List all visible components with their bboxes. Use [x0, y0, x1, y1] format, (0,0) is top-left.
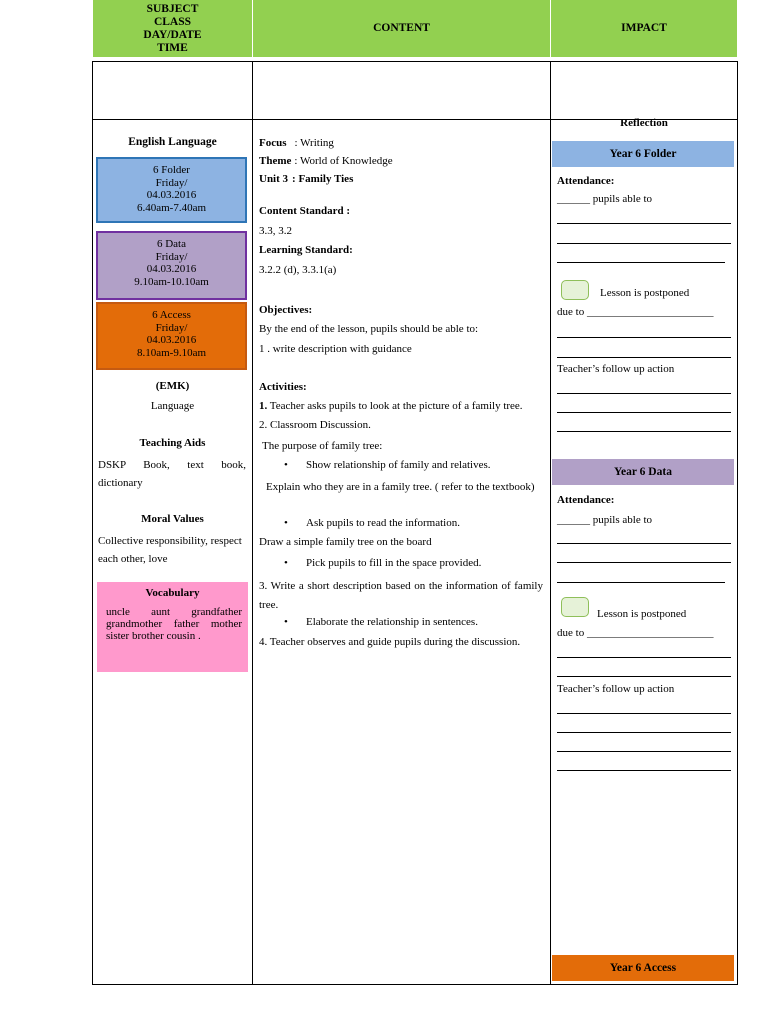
class-date: 04.03.2016: [146, 334, 197, 346]
writing-line: [557, 262, 725, 263]
writing-line: [557, 713, 731, 714]
activity-2f: • Pick pupils to fill in the space provided.: [306, 557, 481, 569]
vocabulary-box: [97, 582, 248, 672]
header-impact: IMPACT: [551, 0, 737, 57]
writing-line: [557, 543, 731, 544]
activity-2: 2. Classroom Discussion.: [259, 419, 371, 431]
objective-1: 1 . write description with guidance: [259, 343, 412, 355]
activity-1: [259, 400, 523, 412]
class-name: 6 Data: [156, 238, 186, 250]
header-subject: SUBJECT: [146, 2, 199, 15]
postponed-checkbox[interactable]: [561, 280, 589, 300]
class-date: 04.03.2016: [146, 189, 197, 201]
activity-2c: Explain who they are in a family tree. ( refer to the textbook): [266, 481, 535, 493]
follow-up-text: Teacher’s follow up action: [557, 683, 675, 695]
class-time: 8.10am-9.10am: [136, 346, 207, 359]
attendance-text: ______ pupils able to: [557, 514, 653, 526]
writing-line: [557, 393, 731, 394]
vocabulary-words: uncle aunt grandfather grandmother father mother sister brother cousin .: [106, 606, 242, 642]
content-standard-label: Content Standard :: [259, 205, 351, 217]
activity-1-text: Teacher asks pupils to look at the picture of a family tree.: [267, 400, 523, 412]
emk-value: Language: [150, 400, 195, 412]
objectives-intro: By the end of the lesson, pupils should be able to:: [259, 323, 479, 335]
writing-line: [557, 337, 731, 338]
writing-line: [557, 770, 731, 771]
class-time: 9.10am-10.10am: [134, 275, 209, 288]
class-day: Friday/: [155, 176, 188, 189]
writing-line: [557, 657, 731, 658]
writing-line: [557, 582, 725, 583]
writing-line: [557, 412, 731, 413]
class-box-access: [96, 302, 247, 370]
column-divider: [252, 62, 253, 984]
class-day: Friday/: [155, 321, 188, 334]
class-time: 6.40am-7.40am: [136, 201, 207, 214]
activity-2d: • Ask pupils to read the information.: [306, 517, 460, 529]
band-year6-folder: Year 6 Folder: [552, 141, 734, 167]
activities-label: Activities:: [259, 381, 307, 393]
header-time: TIME: [157, 41, 188, 54]
focus-label: Focus: [259, 137, 287, 149]
theme-value: : World of Knowledge: [294, 155, 393, 167]
content-standard-value: 3.3, 3.2: [259, 225, 292, 237]
unit-line: [259, 173, 353, 185]
moral-values-value: Collective responsibility, respect each other, love: [98, 535, 242, 565]
due-to-text: due to _______________________: [557, 627, 714, 639]
class-box-folder: [96, 157, 247, 223]
header-content: CONTENT: [253, 0, 550, 57]
writing-line: [557, 562, 731, 563]
moral-values-title: Moral Values: [141, 513, 204, 525]
focus-value: : Writing: [294, 137, 334, 149]
activity-2e: Draw a simple family tree on the board: [259, 536, 432, 548]
writing-line: [557, 751, 731, 752]
writing-line: [557, 243, 731, 244]
vocabulary-title: Vocabulary: [145, 587, 200, 599]
class-day: Friday/: [155, 250, 188, 263]
activity-3: 3. Write a short description based on the information of family tree.: [259, 580, 543, 611]
postponed-text: Lesson is postponed: [600, 287, 690, 299]
objectives-label: Objectives:: [259, 304, 313, 316]
theme-label: Theme: [259, 155, 292, 167]
writing-line: [557, 676, 731, 677]
emk-title: (EMK): [155, 380, 190, 392]
band-year6-data: Year 6 Data: [552, 459, 734, 485]
header-class: CLASS: [153, 15, 192, 28]
writing-line: [557, 431, 731, 432]
due-to-text: due to _______________________: [557, 306, 714, 318]
follow-up-text: Teacher’s follow up action: [557, 363, 675, 375]
activity-3a: • Elaborate the relationship in sentences.: [306, 616, 478, 628]
subject-title: English Language: [128, 136, 217, 148]
band-year6-access: Year 6 Access: [552, 955, 734, 981]
attendance-text: ______ pupils able to: [557, 193, 653, 205]
column-divider: [550, 62, 551, 984]
class-name: 6 Access: [152, 309, 191, 321]
attendance-label: Attendance:: [557, 494, 615, 506]
teaching-aids-value: DSKP Book, text book, dictionary: [98, 459, 246, 489]
focus-line: [259, 137, 334, 149]
activity-2a: The purpose of family tree:: [262, 440, 383, 452]
activity-2b: • Show relationship of family and relatives.: [306, 459, 491, 471]
writing-line: [557, 732, 731, 733]
theme-line: [259, 155, 393, 167]
unit-value: : Family Ties: [292, 173, 354, 185]
unit-label: Unit 3: [259, 173, 289, 185]
class-date: 04.03.2016: [146, 263, 197, 275]
reflection-title: Reflection: [620, 117, 668, 129]
header-daydate: DAY/DATE: [143, 28, 202, 41]
activity-1-number: 1.: [259, 400, 268, 412]
attendance-label: Attendance:: [557, 175, 615, 187]
activity-4: 4. Teacher observes and guide pupils during the discussion.: [259, 636, 521, 648]
class-box-data: [96, 231, 247, 300]
learning-standard-value: 3.2.2 (d), 3.3.1(a): [259, 264, 337, 276]
writing-line: [557, 223, 731, 224]
postponed-checkbox[interactable]: [561, 597, 589, 617]
header-subject-class: [93, 0, 252, 57]
class-name: 6 Folder: [153, 164, 190, 176]
postponed-text: Lesson is postponed: [597, 608, 687, 620]
learning-standard-label: Learning Standard:: [259, 244, 353, 256]
teaching-aids-title: Teaching Aids: [139, 437, 206, 449]
writing-line: [557, 357, 731, 358]
